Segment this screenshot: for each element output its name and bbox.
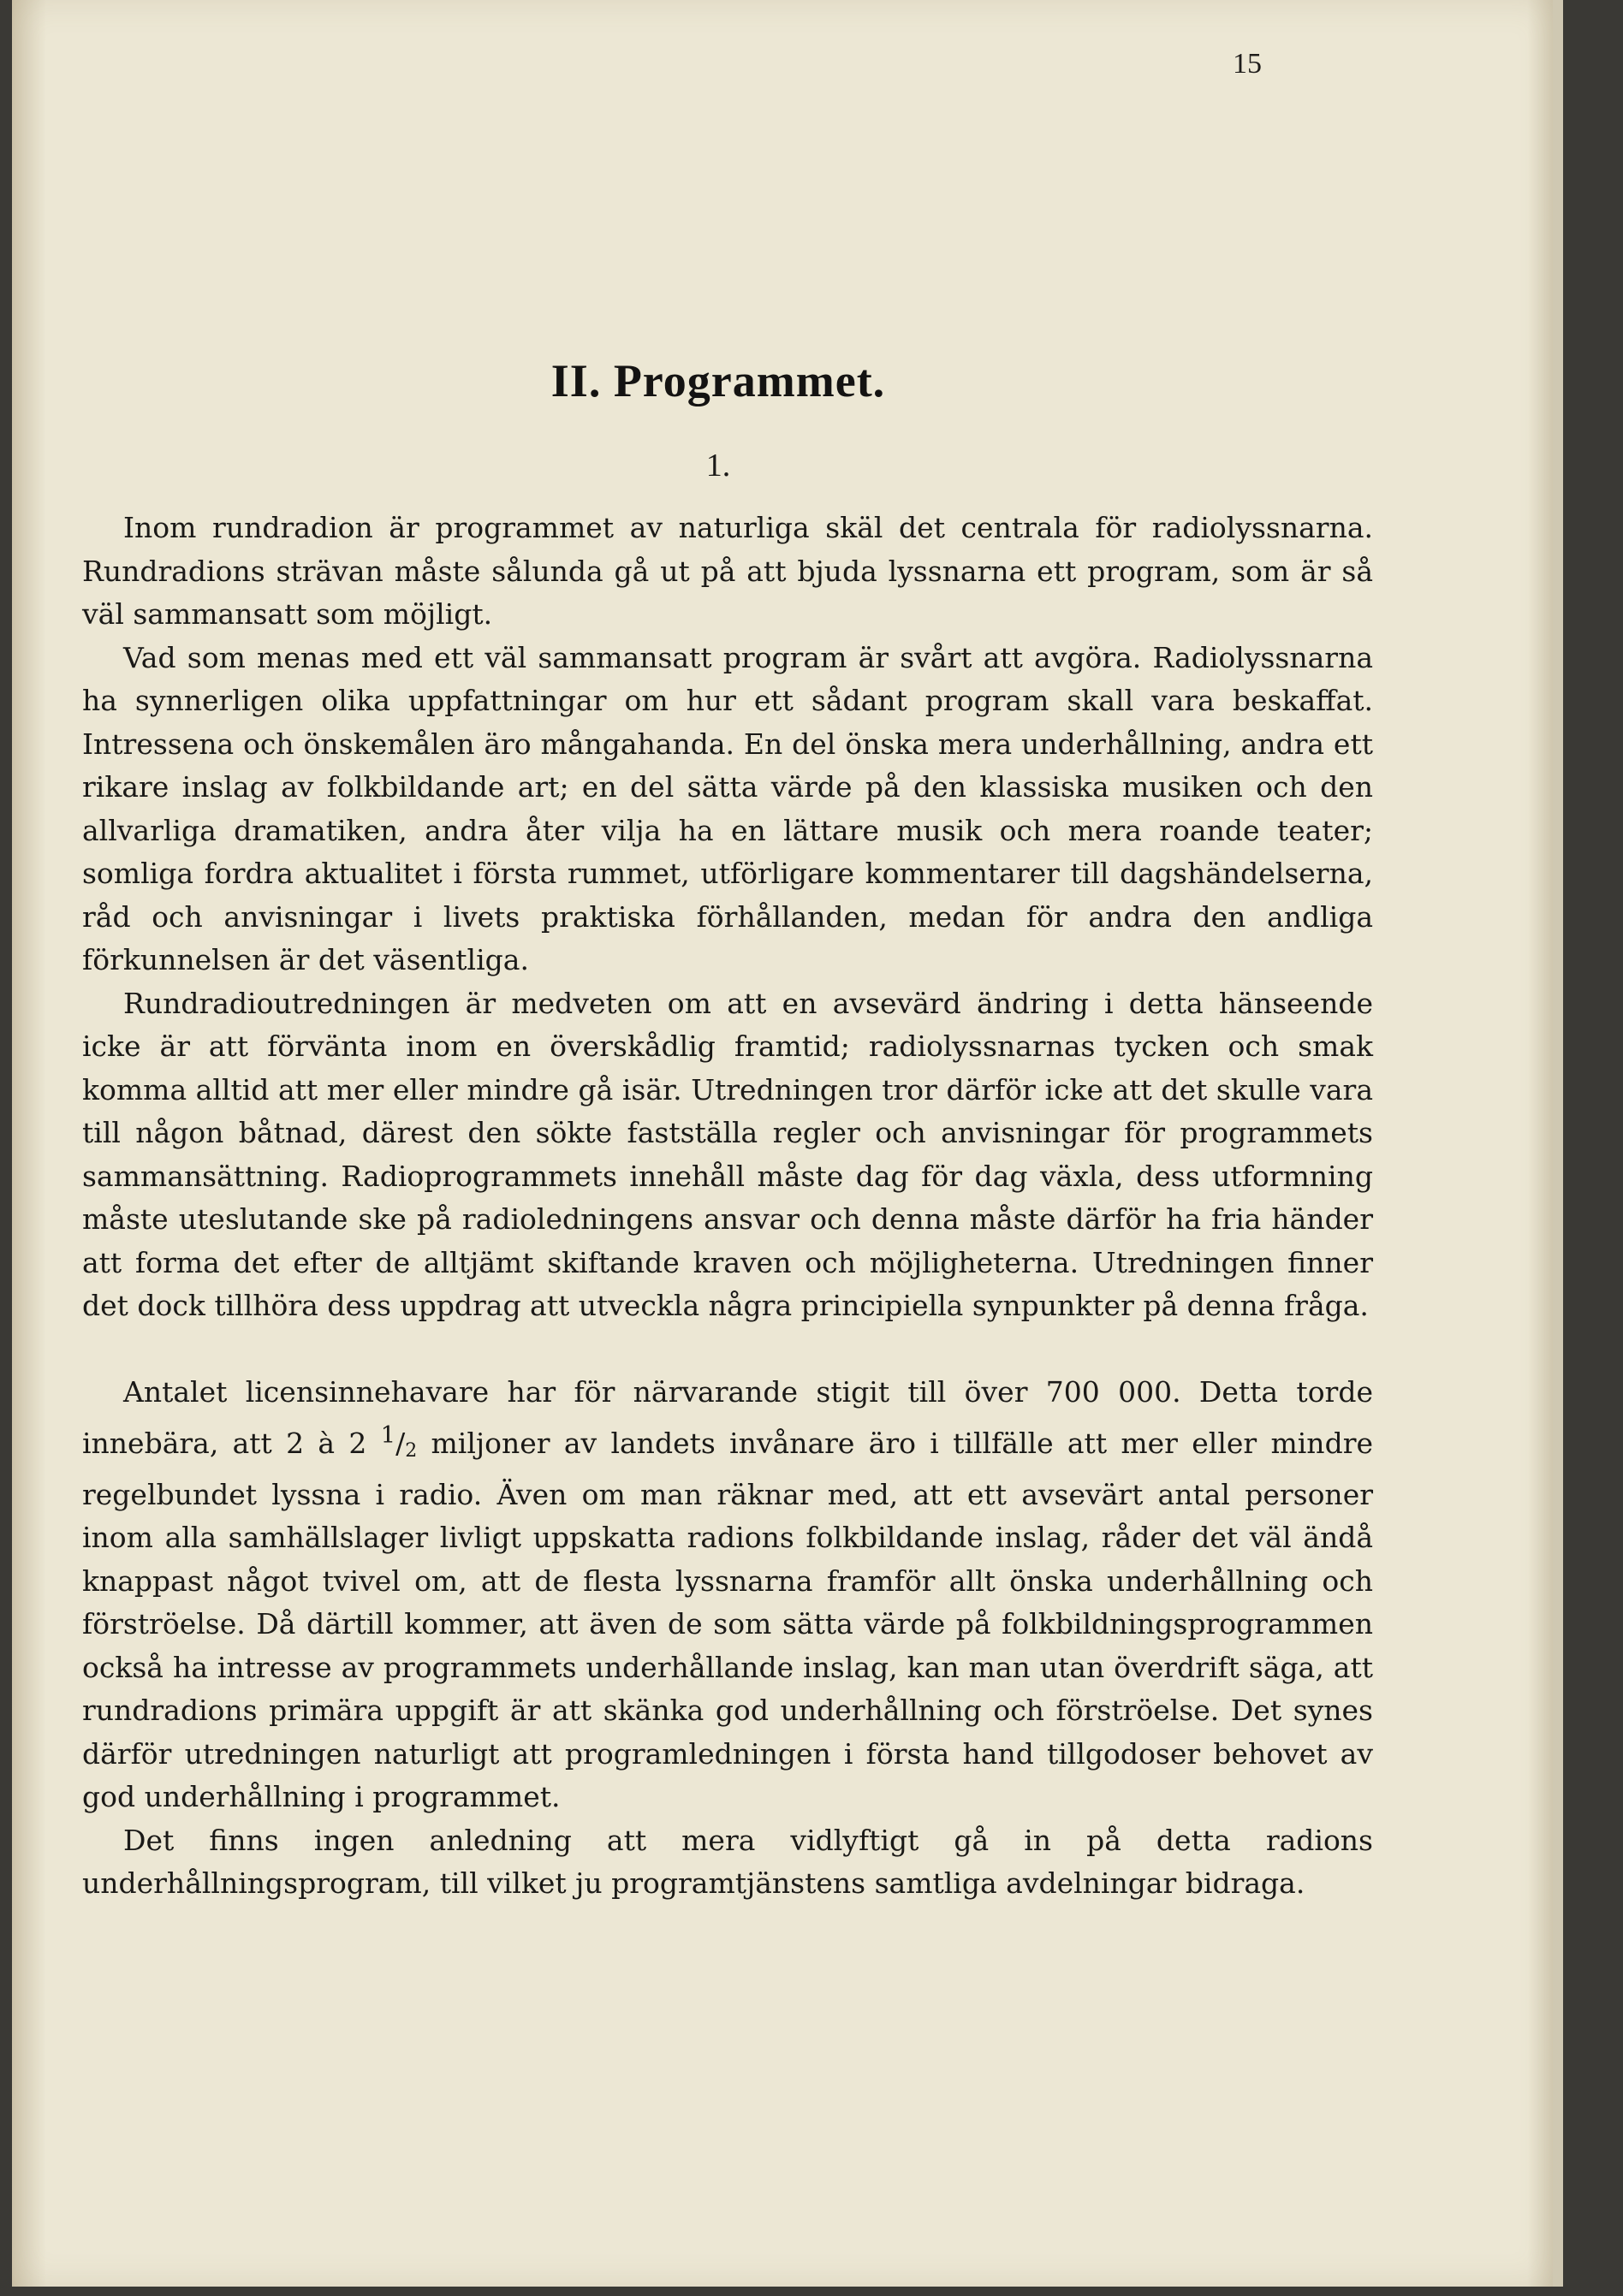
- section-number: 1.: [705, 448, 731, 484]
- paragraph-1: Inom rundradion är programmet av naturliga skäl det centrala för radiolyssnarna. Rundradions strävan måste sålunda gå ut på att bjuda lyssnarna ett program, som är så väl sammansatt som möjligt.: [82, 511, 1373, 631]
- paragraph-3: Rundradioutredningen är medveten om att en avsevärd ändring i detta hänseende icke är att förvänta inom en överskådlig framtid; radiolyssnarnas tycken och smak komma alltid att mer eller mindre gå isär. Utredningen tror därför icke att det skulle vara till någon båtnad, därest den sökte fastställa regler och anvisningar för programmets sammansättning. Radioprogrammets innehåll måste dag för dag växla, dess utformning måste uteslutande ske på radioledningens ansvar och denna måste därför ha fria händer att forma det efter de alltjämt skiftande kraven och möjligheterna. Utredningen finner det dock tillhöra dess uppdrag att utveckla några principiella synpunkter på denna fråga.: [82, 986, 1373, 1322]
- page-number: 15: [1233, 48, 1262, 80]
- chapter-title: II. Programmet.: [550, 355, 886, 406]
- body-text: [82, 507, 1373, 1906]
- paragraph-4-end: miljoner av landets invånare äro i tillfälle att mer eller mindre regelbundet lyssna i radio. Även om man räknar med, att ett avsevärt antal personer inom alla samhällslager livligt uppskatta radions folkbildande inslag, råder det väl ändå knappast något tvivel om, att de flesta lyssnarna framför allt önska underhållning och förströelse. Då därtill kommer, att även de som sätta värde på folkbildningsprogrammen också ha intresse av programmets underhållande inslag, kan man utan överdrift säga, att rundradions primära uppgift är att skänka god underhållning och förströelse. Det synes därför utredningen naturligt att programledningen i första hand tillgodoser behovet av god underhållning i programmet.: [82, 1427, 1373, 1813]
- fraction-numerator: 1: [380, 1421, 396, 1449]
- paragraph-2: Vad som menas med ett väl sammansatt program är svårt att avgöra. Radiolyssnarna ha synnerligen olika uppfattningar om hur ett sådant program skall vara beskaffat. Intressena och önskemålen äro mångahanda. En del önska mera underhållning, andra ett rikare inslag av folkbildande art; en del sätta värde på den klassiska musiken och den allvarliga dramatiken, andra åter vilja ha en lättare musik och mera roande teater; somliga fordra aktualitet i första rummet, utförligare kommentarer till dagshändelserna, råd och anvisningar i livets praktiska förhållanden, medan för andra den andliga förkunnelsen är det väsentliga.: [82, 640, 1373, 976]
- fraction-slash: /: [395, 1427, 406, 1460]
- page-edge: [1553, 0, 1563, 2287]
- document-page: [12, 0, 1553, 2287]
- paragraph-4-start: Antalet licensinnehavare har för närvarande stigit till över 700 000. Detta torde innebära, att 2 à 2: [82, 1374, 1373, 1460]
- paragraph-5: Det finns ingen anledning att mera vidlyftigt gå in på detta radions underhållningsprogram, till vilket ju programtjänstens samtliga avdelningar bidraga.: [82, 1823, 1373, 1900]
- fraction-denominator: 2: [405, 1440, 418, 1462]
- paragraph-4: [82, 1371, 1373, 1819]
